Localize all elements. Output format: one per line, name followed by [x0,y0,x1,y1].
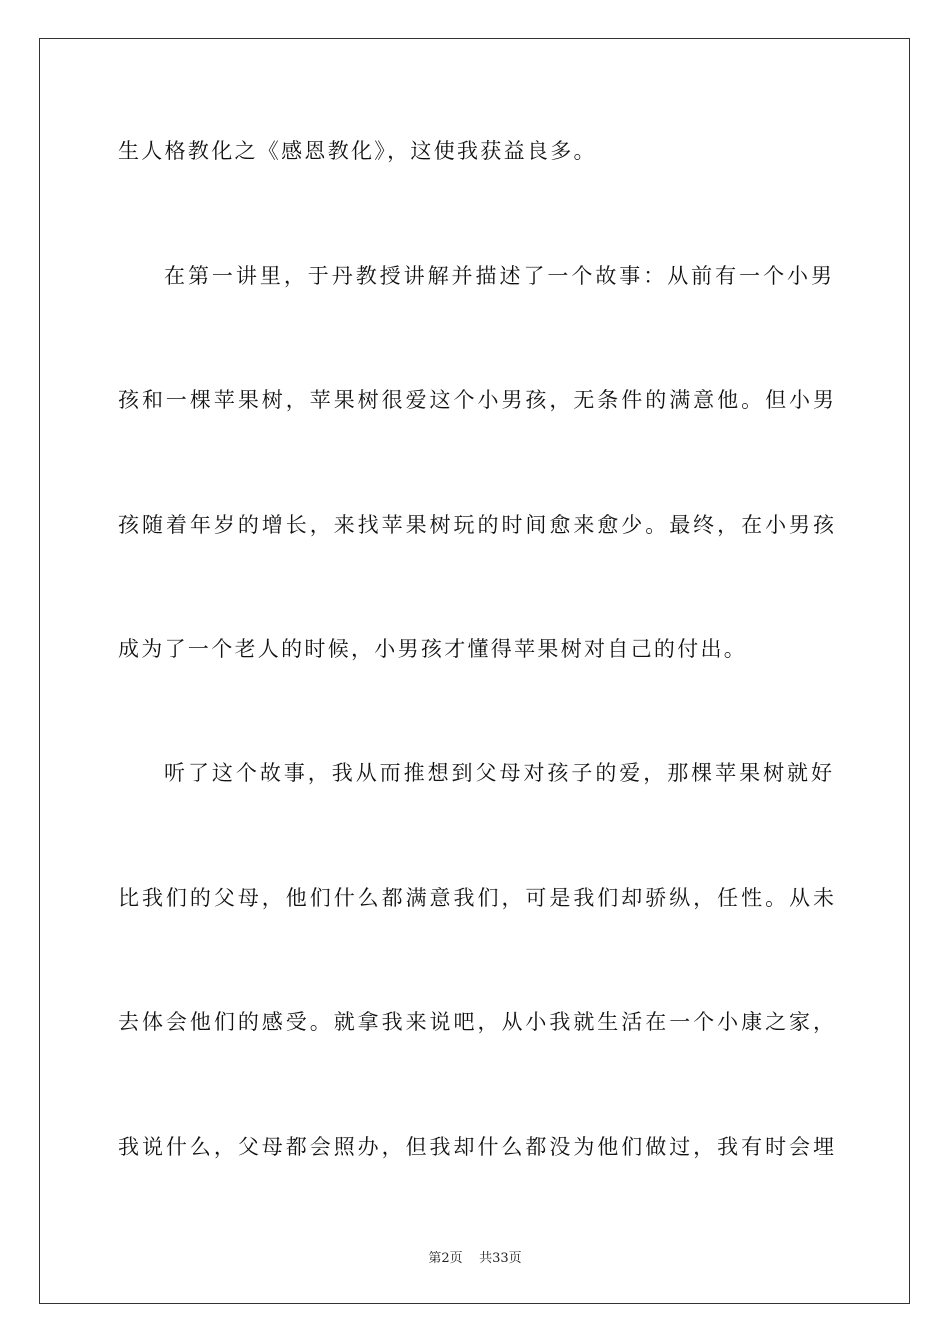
text-line-2: 在第一讲里，于丹教授讲解并描述了一个故事：从前有一个小男 [164,264,832,288]
text-line-6: 听了这个故事，我从而推想到父母对孩子的爱，那棵苹果树就好 [164,761,832,785]
page-footer [0,1247,950,1266]
page-border [39,38,910,1304]
text-line-3: 孩和一棵苹果树，苹果树很爱这个小男孩，无条件的满意他。但小男 [118,388,834,412]
total-pages: 共33页 [479,1251,522,1266]
text-line-7: 比我们的父母，他们什么都满意我们，可是我们却骄纵，任性。从未 [118,886,834,910]
text-line-5: 成为了一个老人的时候，小男孩才懂得苹果树对自己的付出。 [118,637,748,661]
text-line-4: 孩随着年岁的增长，来找苹果树玩的时间愈来愈少。最终，在小男孩 [118,513,834,537]
text-line-9: 我说什么，父母都会照办，但我却什么都没为他们做过，我有时会埋 [118,1135,834,1159]
page-number: 第2页 [428,1251,463,1266]
text-line-1: 生人格教化之《感恩教化》，这使我获益良多。 [118,139,597,163]
text-line-8: 去体会他们的感受。就拿我来说吧，从小我就生活在一个小康之家， [118,1010,834,1034]
